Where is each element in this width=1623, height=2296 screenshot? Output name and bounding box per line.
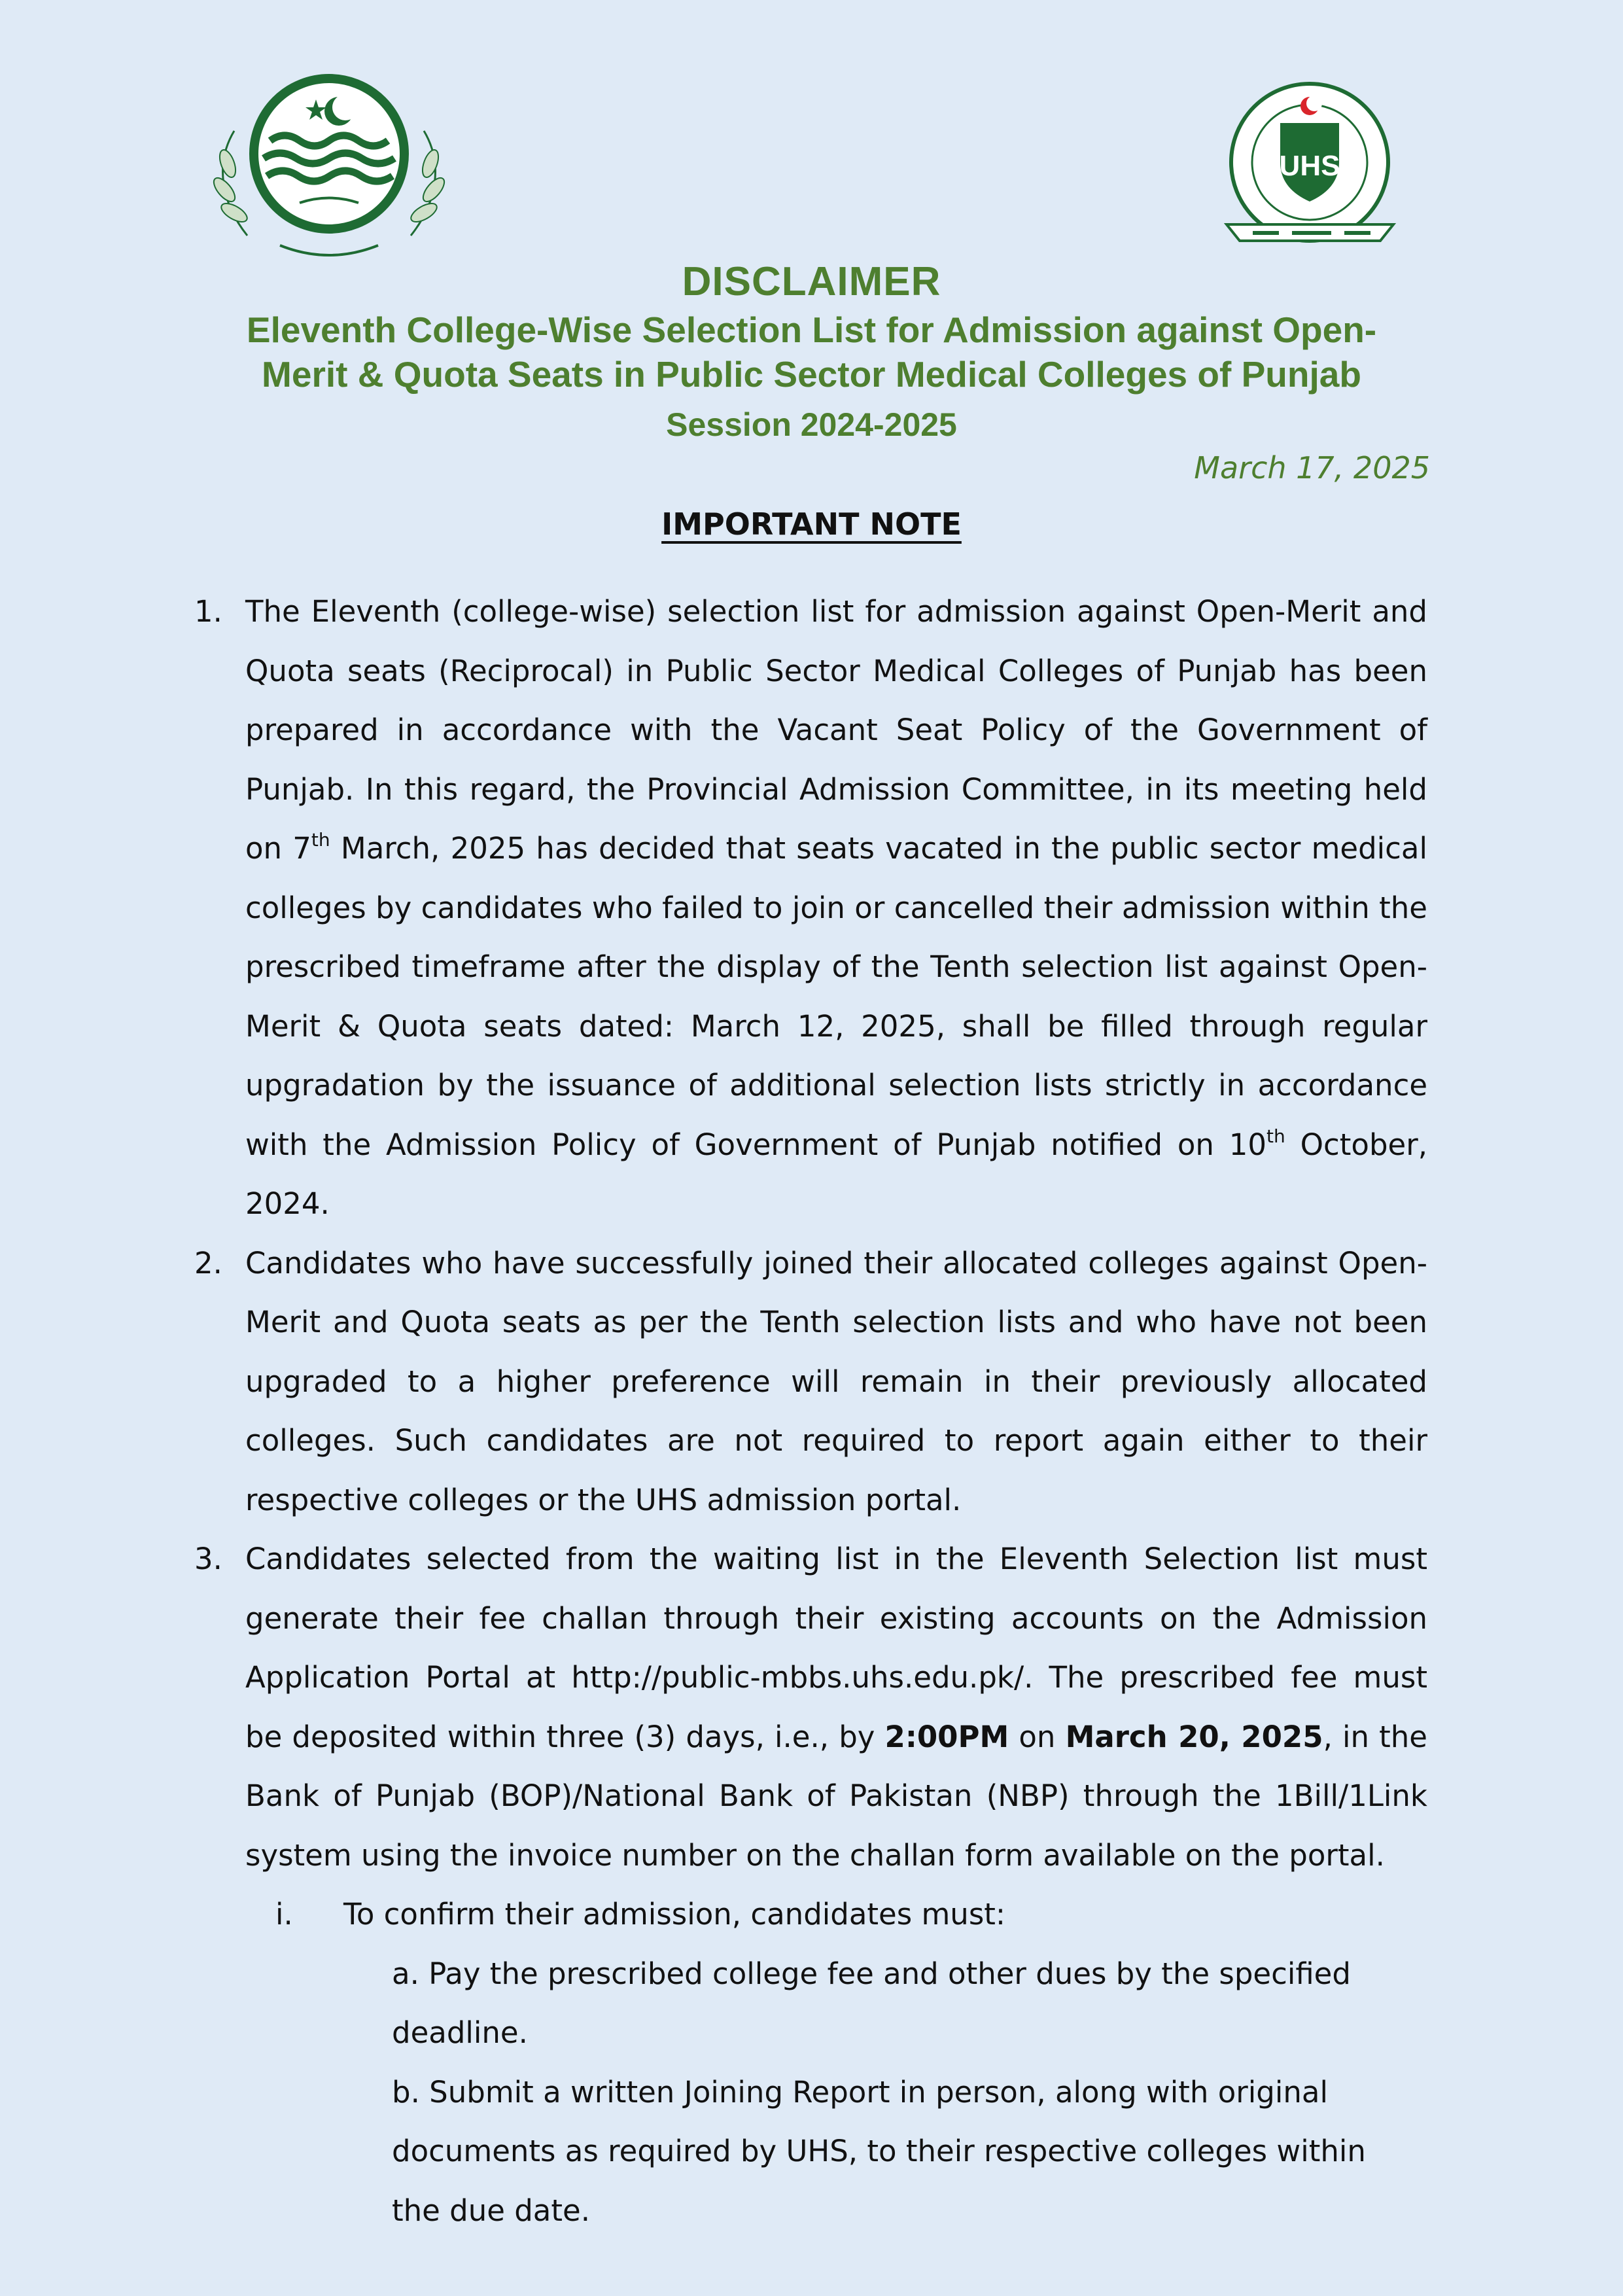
sub-item-b: b. Submit a written Joining Report in person, along with original documents as required by UHS, to their respective colleges within the due date. <box>392 2074 1366 2228</box>
svg-text:UHS: UHS <box>1279 150 1340 182</box>
disclaimer-title: DISCLAIMER <box>682 259 941 304</box>
deadline-time: 2:00PM <box>884 1719 1009 1754</box>
sub-item-i: i. To confirm their admission, candidates must: <box>275 1897 1006 1932</box>
list-item-1: 1. The Eleventh (college-wise) selection list for admission against Open-Merit and Quota seats (Reciprocal) in Public Sector Medical Colleges of Punjab has been prepared in accordance with the Vacant Seat Policy of the Government of Punjab. In this regard, the Provincial Admission Committee, in its meeting held on 7th March, 2025 has decided that seats vacated in the public sector medical colleges by candidates who failed to join or cancelled their admission within the prescribed timeframe after the display of the Tenth selection list against Open-Merit & Quota seats dated: March 12, 2025, shall be filled through regular upgradation by the issuance of additional selection lists strictly in accordance with the Admission Policy of Government of Punjab notified on 10th October, 2024. <box>194 594 1427 1221</box>
document-date: March 17, 2025 <box>1194 450 1430 486</box>
uhs-lahore-logo <box>1213 77 1406 262</box>
punjab-government-emblem <box>208 72 450 268</box>
list-item-3: 3. Candidates selected from the waiting list in the Eleventh Selection list must generate their fee challan through their existing accounts on the Admission Application Portal at http://public-mbbs.uhs.edu.pk/. The prescribed fee must be deposited within three (3) days, i.e., by 2:00PM on March 20, 2025, in the Bank of Punjab (BOP)/National Bank of Pakistan (NBP) through the 1Bill/1Link system using the invoice number on the challan form available on the portal. <box>194 1542 1427 1873</box>
list-item-2: 2. Candidates who have successfully joined their allocated colleges against Open-Merit and Quota seats as per the Tenth selection lists and who have not been upgraded to a higher preference will remain in their previously allocated colleges. Such candidates are not required to report again either to their respective colleges or the UHS admission portal. <box>194 1245 1427 1517</box>
session-label: Session 2024-2025 <box>666 406 957 443</box>
sub-item-a: a. Pay the prescribed college fee and other dues by the specified deadline. <box>392 1956 1351 2050</box>
important-note-heading: IMPORTANT NOTE <box>661 506 962 542</box>
deadline-date: March 20, 2025 <box>1065 1719 1323 1754</box>
document-body <box>194 582 1427 2240</box>
list-subtitle: Eleventh College-Wise Selection List for Admission against Open-Merit & Quota Seats in Public Sector Medical Colleges of Punjab <box>246 309 1377 395</box>
